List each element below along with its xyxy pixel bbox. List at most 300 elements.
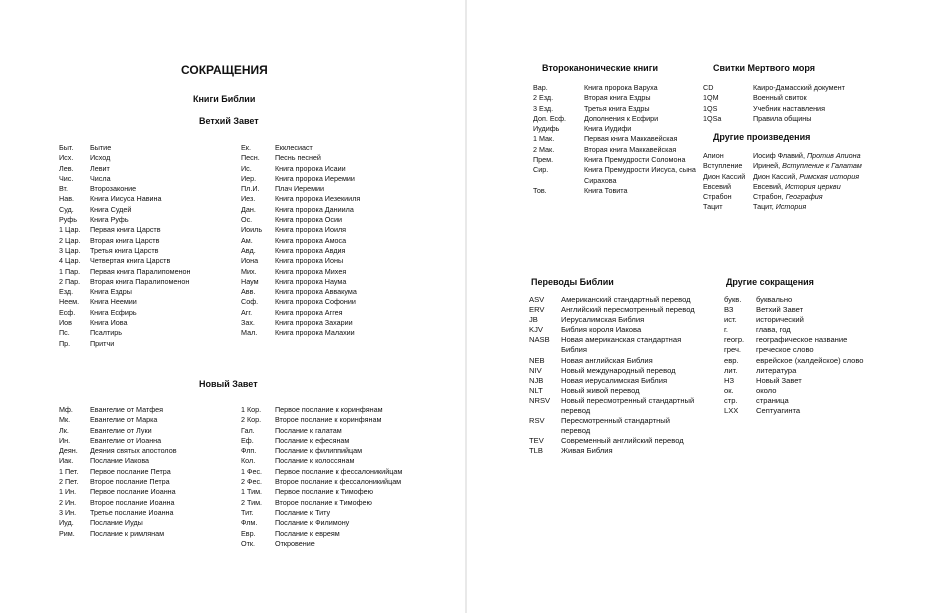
abbreviation-meaning (90, 529, 209, 539)
meaning-text: Книга Судей (90, 204, 132, 214)
meaning-text: Евангелие от Матфея (90, 405, 164, 414)
meaning-text: Первая книга Паралипоменон (90, 266, 191, 276)
abbreviation-meaning (561, 386, 699, 396)
abbreviation-meaning (584, 114, 703, 124)
abbreviation-row (241, 436, 441, 446)
abbreviation-meaning (756, 386, 924, 396)
abbreviation-row (529, 335, 699, 355)
abbreviation: Наум (241, 276, 259, 286)
meaning-text: Книга Товита (584, 185, 628, 195)
abbreviation-meaning (275, 256, 441, 266)
abbreviation: Езд. (59, 287, 74, 297)
abbreviation-meaning (275, 426, 441, 436)
abbreviation-meaning (275, 318, 441, 328)
abbreviation-meaning (90, 318, 234, 328)
abbreviation: Мф. (59, 405, 73, 414)
work-title: Вступление к Галатам (782, 161, 862, 171)
abbreviation: JB (529, 315, 538, 325)
abbreviation: 3 Ин. (59, 507, 77, 517)
meaning-text: Пересмотренный стандартный перевод (561, 416, 671, 436)
meaning-text: Притчи (90, 338, 115, 348)
abbreviation-row (529, 305, 699, 315)
abbreviation-meaning (275, 267, 441, 277)
abbreviation-row (724, 315, 924, 325)
work-title: Против Апиона (806, 151, 861, 160)
abbreviation-row (529, 376, 699, 386)
meaning-text: Книга пророка Аввакума (275, 287, 357, 297)
abbreviation-row (59, 446, 209, 456)
abbreviation-meaning (90, 415, 209, 425)
abbreviation: Рим. (59, 528, 75, 538)
abbreviation: ERV (529, 305, 545, 315)
work-title: Римская история (799, 171, 860, 181)
meaning-text: Третье послание Иоанна (90, 507, 174, 517)
meaning-text: Второе послание к коринфянам (275, 415, 382, 425)
abbreviation-meaning (90, 436, 209, 446)
abbreviation-row (241, 143, 441, 153)
abbreviation-meaning (90, 267, 234, 277)
abbreviation: 1 Пар. (59, 266, 81, 276)
abbreviation-row (724, 366, 924, 376)
meaning-text: Ветхий Завет (756, 305, 804, 315)
abbreviation-row (59, 426, 209, 436)
abbreviation: Лк. (59, 425, 69, 435)
abbreviation-row (703, 192, 873, 202)
abbreviation: Евр. (241, 528, 256, 538)
abbreviation-row (59, 508, 209, 518)
abbreviation-meaning (275, 529, 441, 539)
abbreviation-row (241, 236, 441, 246)
abbreviation: TEV (529, 436, 544, 446)
abbreviation-row (724, 376, 924, 386)
abbreviation: Соф. (241, 297, 259, 307)
abbreviation-meaning (90, 205, 234, 215)
abbreviation-meaning (584, 93, 703, 103)
meaning-text: греческое слово (756, 345, 814, 355)
abbreviation: Еф. (241, 435, 254, 445)
abbreviation-meaning (756, 315, 924, 325)
abbreviation: Быт. (59, 143, 74, 152)
abbreviation: Иоиль (241, 225, 263, 235)
page-title: СОКРАЩЕНИЯ (181, 63, 268, 77)
abbreviation-meaning (753, 83, 873, 93)
abbreviation-row (241, 328, 441, 338)
abbreviation-row (59, 529, 209, 539)
abbreviation-row (59, 215, 234, 225)
abbreviation-meaning (561, 305, 699, 315)
abbreviation-row (241, 415, 441, 425)
meaning-text: Первая книга Царств (90, 225, 161, 235)
meaning-text: Первое послание к коринфянам (275, 405, 383, 414)
abbreviation: Тацит (703, 202, 723, 212)
abbreviation-row (724, 406, 924, 416)
meaning-text: Книга Иова (90, 318, 128, 328)
abbreviation-meaning (756, 295, 924, 305)
abbreviation-row (59, 467, 209, 477)
abbreviation-row (241, 225, 441, 235)
abbreviation-row (59, 164, 234, 174)
meaning-text: Первое послание Петра (90, 466, 171, 476)
ot-column-2 (241, 143, 441, 339)
abbreviation-meaning (275, 308, 441, 318)
abbreviation: 1 Пет. (59, 466, 79, 476)
meaning-text: Послание к Титу (275, 507, 331, 517)
abbreviation: Мих. (241, 266, 257, 276)
abbreviation: евр. (724, 355, 739, 365)
abbreviation: Иона (241, 256, 259, 266)
abbreviation-row (59, 498, 209, 508)
abbreviation-row (59, 328, 234, 338)
abbreviation-row (529, 436, 699, 446)
meaning-text: Военный свиток (753, 93, 807, 103)
deutero-heading: Второканонические книги (542, 63, 658, 73)
other-works-heading: Другие произведения (713, 132, 811, 142)
abbreviation: Пл.И. (241, 184, 260, 194)
meaning-text: Послание к римлянам (90, 528, 165, 538)
abbreviation-meaning (275, 456, 441, 466)
meaning-text: Новый международный перевод (561, 365, 676, 375)
abbreviation: Вар. (533, 83, 548, 92)
abbreviation-row (59, 477, 209, 487)
abbreviation-row (533, 155, 703, 165)
translations-list (529, 295, 699, 457)
abbreviation-row (241, 446, 441, 456)
abbreviation: Гал. (241, 425, 255, 435)
abbreviation-meaning (561, 325, 699, 335)
abbreviation: Исх. (59, 153, 74, 163)
meaning-text: Песнь песней (275, 153, 321, 163)
abbreviation-row (241, 539, 441, 549)
abbreviation-row (529, 325, 699, 335)
abbreviation-meaning (756, 406, 924, 416)
abbreviation-meaning (90, 297, 234, 307)
abbreviation-meaning (90, 153, 234, 163)
meaning-text: Второе послание Петра (90, 477, 170, 487)
abbreviation-meaning (90, 277, 234, 287)
abbreviation-meaning (756, 396, 924, 406)
abbreviation-meaning (753, 93, 873, 103)
other-abbr-list (724, 295, 924, 416)
nt-column-1 (59, 405, 209, 539)
abbreviation-row (59, 267, 234, 277)
meaning-text: Книга пророка Авдия (275, 245, 346, 255)
abbreviation: TLB (529, 446, 543, 456)
meaning-text: географическое название (756, 335, 848, 345)
abbreviation: Кол. (241, 456, 256, 466)
abbreviation: Апион (703, 151, 724, 160)
abbreviation-row (59, 436, 209, 446)
abbreviation: НЗ (724, 375, 735, 385)
meaning-text: Книга пророка Ионы (275, 256, 344, 266)
abbreviation-row (59, 143, 234, 153)
abbreviation-meaning (90, 236, 234, 246)
abbreviation-row (703, 172, 873, 182)
abbreviation: Зах. (241, 318, 255, 328)
meaning-text: Книга пророка Иеремии (275, 173, 355, 183)
abbreviation-meaning (90, 328, 234, 338)
meaning-text: Деяния святых апостолов (90, 446, 177, 456)
abbreviation-meaning (561, 295, 699, 305)
abbreviation-meaning (275, 297, 441, 307)
abbreviation-meaning (275, 225, 441, 235)
abbreviation-meaning (561, 436, 699, 446)
abbreviation: 1 Мак. (533, 134, 555, 144)
meaning-text: Евангелие от Иоанна (90, 435, 162, 445)
abbreviation-row (241, 426, 441, 436)
abbreviation: NIV (529, 365, 542, 375)
meaning-text: Септуагинта (756, 406, 801, 416)
abbreviation-meaning (753, 104, 873, 114)
meaning-text: Послание Иуды (90, 518, 143, 528)
abbreviation: 2 Кор. (241, 415, 262, 425)
abbreviation: Мк. (59, 415, 71, 425)
abbreviation: 2 Мак. (533, 144, 555, 154)
abbreviation: Пр. (59, 338, 71, 348)
meaning-text: Евангелие от Луки (90, 425, 152, 435)
abbreviation: Мал. (241, 328, 258, 338)
meaning-text: Правила общины (753, 113, 812, 123)
abbreviation: NLT (529, 385, 543, 395)
abbreviation-meaning (275, 215, 441, 225)
meaning-text: Числа (90, 173, 111, 183)
meaning-text: Книга пророка Михея (275, 266, 347, 276)
abbreviation-meaning (275, 328, 441, 338)
nt-heading: Новый Завет (199, 379, 258, 389)
abbreviation-row (703, 104, 873, 114)
meaning-text: исторический (756, 315, 804, 325)
abbreviation-row (533, 93, 703, 103)
abbreviation-row (724, 305, 924, 315)
right-page (467, 0, 930, 613)
meaning-text: Книга Руфь (90, 215, 129, 225)
meaning-text: Иосиф Флавий, (753, 151, 807, 160)
abbreviation: Ос. (241, 215, 253, 225)
meaning-text: Новая американская стандартная Библия (561, 335, 682, 355)
abbreviation: Евсевий (703, 181, 731, 191)
meaning-text: Книга Премудрости Соломона (584, 155, 686, 165)
meaning-text: Книга пророка Иоиля (275, 225, 347, 235)
abbreviation-meaning (756, 335, 924, 345)
abbreviation: Доп. Есф. (533, 113, 567, 123)
abbreviation: Прем. (533, 155, 554, 165)
meaning-text: Первое послание к фессалоникийцам (275, 466, 403, 476)
meaning-text: Книга Неемии (90, 297, 137, 307)
meaning-text: Книга Есфирь (90, 307, 137, 317)
abbreviation: Иов (59, 318, 72, 328)
abbreviation: Ам. (241, 235, 253, 245)
ot-heading: Ветхий Завет (199, 116, 259, 126)
abbreviation-row (241, 246, 441, 256)
abbreviation: Руфь (59, 215, 77, 225)
abbreviation-row (59, 194, 234, 204)
meaning-text: Екклесиаст (275, 143, 313, 152)
abbreviation: ВЗ (724, 305, 734, 315)
meaning-text: Евсевий, (753, 181, 785, 191)
abbreviation-row (703, 182, 873, 192)
abbreviation-meaning (561, 335, 699, 355)
abbreviation-row (724, 386, 924, 396)
abbreviation: 2 Тим. (241, 497, 263, 507)
abbreviation-row (724, 396, 924, 406)
bible-books-subtitle: Книги Библии (193, 94, 256, 104)
abbreviation-row (59, 277, 234, 287)
meaning-text: Книга пророка Малахии (275, 328, 355, 338)
meaning-text: Английский пересмотренный перевод (561, 305, 695, 315)
abbreviation-meaning (561, 315, 699, 325)
abbreviation-meaning (275, 143, 441, 153)
abbreviation: Агг. (241, 307, 253, 317)
abbreviation: Неем. (59, 297, 80, 307)
abbreviation-meaning (90, 287, 234, 297)
meaning-text: Третья книга Ездры (584, 103, 650, 113)
abbreviation: ист. (724, 315, 737, 325)
abbreviation-row (241, 287, 441, 297)
abbreviation-meaning (561, 366, 699, 376)
abbreviation-row (529, 446, 699, 456)
abbreviation-row (529, 356, 699, 366)
meaning-text: Книга пророка Исаии (275, 163, 346, 173)
abbreviation-row (533, 104, 703, 114)
meaning-text: Современный английский перевод (561, 436, 684, 446)
abbreviation-row (241, 174, 441, 184)
meaning-text: Ириней, (753, 161, 783, 171)
abbreviation: греч. (724, 345, 742, 355)
abbreviation: 1QSa (703, 113, 722, 123)
meaning-text: Псалтирь (90, 328, 122, 338)
meaning-text: Книга Премудрости Иисуса, сына Сирахова (584, 165, 696, 185)
abbreviation-row (59, 184, 234, 194)
abbreviation: лит. (724, 365, 738, 375)
abbreviation-meaning (90, 164, 234, 174)
abbreviation: Нав. (59, 194, 75, 204)
abbreviation: Песн. (241, 153, 260, 163)
abbreviation-row (533, 114, 703, 124)
abbreviation-meaning (275, 446, 441, 456)
meaning-text: Послание к евреям (275, 528, 340, 538)
abbreviation: ASV (529, 295, 545, 304)
abbreviation-meaning (753, 161, 873, 171)
meaning-text: еврейское (халдейское) слово (756, 355, 864, 365)
nt-column-2 (241, 405, 441, 549)
abbreviation-row (241, 277, 441, 287)
abbreviation-row (241, 308, 441, 318)
meaning-text: Новая английская Библия (561, 355, 653, 365)
abbreviation-meaning (756, 376, 924, 386)
meaning-text: Библия короля Иакова (561, 325, 642, 335)
abbreviation-row (59, 236, 234, 246)
abbreviation: Чис. (59, 173, 74, 183)
abbreviation-meaning (90, 194, 234, 204)
meaning-text: Первое послание к Тимофею (275, 487, 374, 497)
abbreviation-row (529, 386, 699, 396)
abbreviation-row (241, 529, 441, 539)
abbreviation-row (533, 186, 703, 196)
meaning-text: около (756, 385, 777, 395)
meaning-text: Послание к филиппийцам (275, 446, 363, 456)
meaning-text: Каиро-Дамасский документ (753, 83, 845, 92)
abbreviation-row (59, 339, 234, 349)
other-abbr-heading: Другие сокращения (726, 277, 814, 287)
abbreviation: NEB (529, 355, 545, 365)
abbreviation-row (59, 256, 234, 266)
abbreviation-meaning (584, 83, 703, 93)
abbreviation: 1 Цар. (59, 225, 81, 235)
abbreviation-row (59, 318, 234, 328)
abbreviation: RSV (529, 416, 545, 426)
meaning-text: Послание к колоссянам (275, 456, 355, 466)
abbreviation: 3 Цар. (59, 245, 81, 255)
abbreviation-meaning (275, 467, 441, 477)
abbreviation-row (59, 174, 234, 184)
abbreviation-meaning (275, 205, 441, 215)
abbreviation: 2 Ин. (59, 497, 77, 507)
meaning-text: Четвертая книга Царств (90, 256, 171, 266)
abbreviation-meaning (753, 192, 873, 202)
abbreviation: 2 Цар. (59, 235, 81, 245)
ot-column-1 (59, 143, 234, 349)
work-title: История (775, 202, 807, 212)
meaning-text: Дополнения к Есфири (584, 113, 659, 123)
meaning-text: Книга Иисуса Навина (90, 194, 162, 204)
abbreviation: 2 Езд. (533, 93, 554, 103)
meaning-text: Живая Библия (561, 446, 613, 456)
meaning-text: страница (756, 395, 789, 405)
abbreviation-meaning (753, 172, 873, 182)
abbreviation-row (703, 83, 873, 93)
abbreviation-meaning (90, 456, 209, 466)
abbreviation-meaning (561, 396, 699, 416)
abbreviation-meaning (584, 145, 703, 155)
meaning-text: Вторая книга Паралипоменон (90, 276, 190, 286)
abbreviation-row (703, 114, 873, 124)
abbreviation-meaning (753, 114, 873, 124)
abbreviation-meaning (90, 518, 209, 528)
abbreviation: Иез. (241, 194, 256, 204)
abbreviation-meaning (275, 236, 441, 246)
abbreviation: 4 Цар. (59, 256, 81, 266)
abbreviation: букв. (724, 295, 742, 304)
abbreviation-row (533, 134, 703, 144)
abbreviation: Дан. (241, 204, 256, 214)
abbreviation-row (724, 325, 924, 335)
meaning-text: Новая иерусалимская Библия (561, 375, 668, 385)
abbreviation-meaning (275, 194, 441, 204)
meaning-text: Послание к ефесянам (275, 435, 350, 445)
abbreviation-row (529, 295, 699, 305)
abbreviation: Дион Кассий (703, 171, 746, 181)
abbreviation: Сир. (533, 165, 549, 175)
abbreviation-row (59, 308, 234, 318)
abbreviation: г. (724, 325, 728, 335)
meaning-text: Книга пророка Иезекииля (275, 194, 361, 204)
abbreviation: Авд. (241, 245, 256, 255)
abbreviation-meaning (753, 182, 873, 192)
other-works-list (703, 151, 873, 213)
abbreviation: Иер. (241, 173, 257, 183)
abbreviation-meaning (90, 508, 209, 518)
abbreviation: 2 Фес. (241, 477, 263, 487)
abbreviation: Вступление (703, 161, 743, 171)
abbreviation: 3 Езд. (533, 103, 554, 113)
abbreviation: 1QS (703, 103, 718, 113)
abbreviation-row (241, 215, 441, 225)
abbreviation-meaning (90, 339, 234, 349)
abbreviation: Деян. (59, 446, 78, 456)
abbreviation-meaning (756, 356, 924, 366)
abbreviation-meaning (90, 308, 234, 318)
abbreviation-row (703, 161, 873, 171)
abbreviation-meaning (90, 477, 209, 487)
